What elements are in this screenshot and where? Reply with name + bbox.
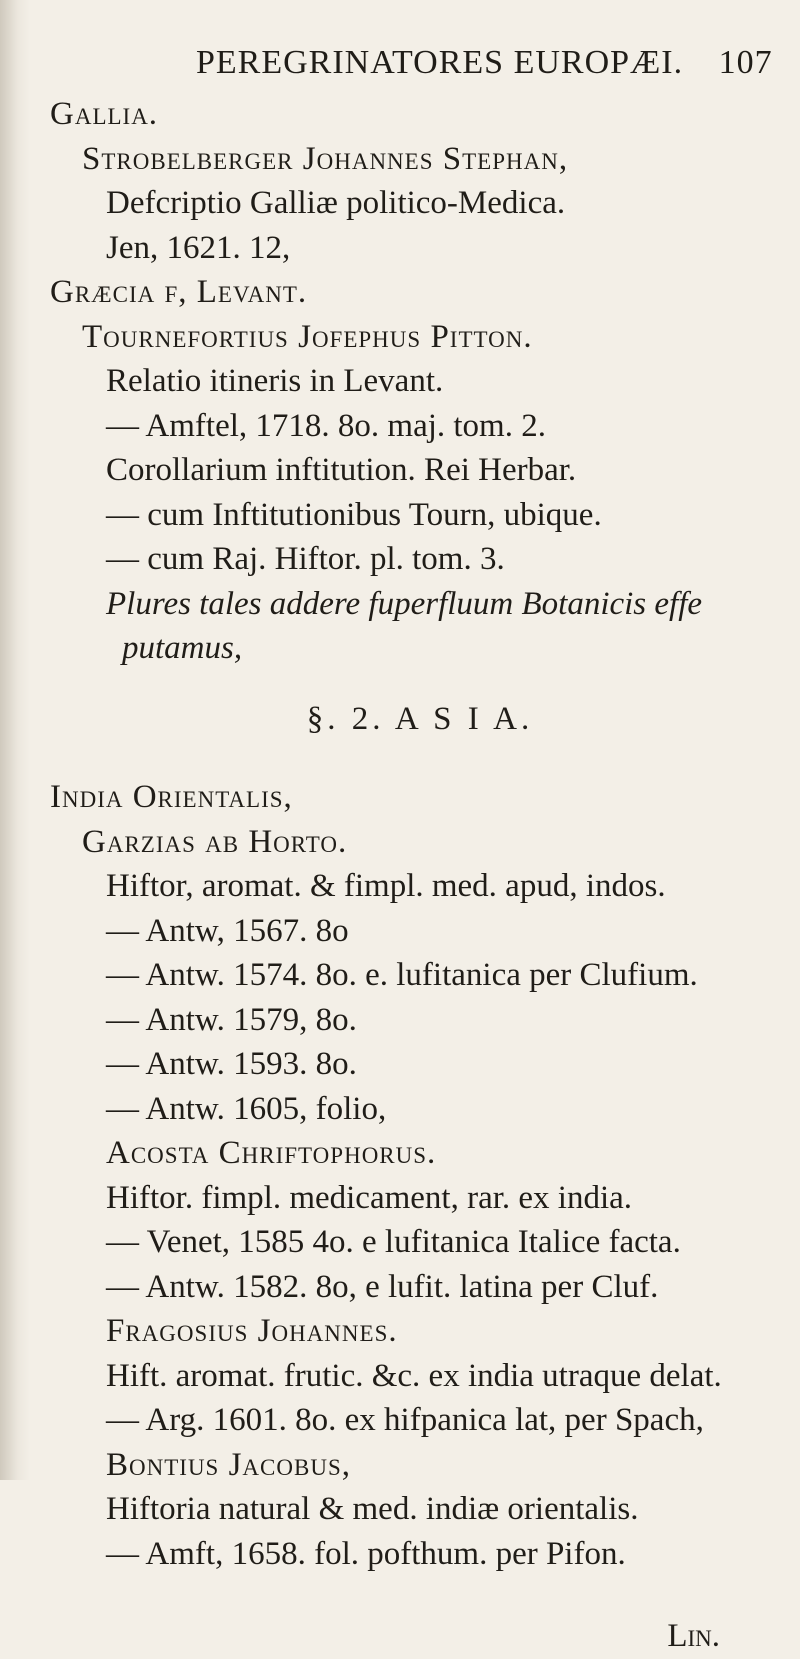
- note-line: putamus,: [122, 630, 243, 666]
- note-line: Plures tales addere fuperfluum Botanicis effe: [106, 585, 703, 622]
- author-entry: Garzias ab Horto.: [82, 823, 348, 860]
- page-number: 107: [718, 44, 773, 81]
- work-title: Hiftoria natural & med. indiæ orientalis.: [106, 1491, 639, 1527]
- edition-line: Jen, 1621. 12,: [106, 229, 291, 266]
- edition-line: — Antw. 1579, 8o.: [106, 1001, 357, 1038]
- author-entry: Tournefortius Jofephus Pitton.: [82, 318, 533, 355]
- page-body: [50, 92, 790, 1659]
- edition-line: — cum Raj. Hiftor. pl. tom. 3.: [106, 541, 505, 577]
- edition-line: — cum Inftitutionibus Tourn, ubique.: [106, 496, 602, 533]
- edition-line: — Amftel, 1718. 8o. maj. tom. 2.: [106, 407, 546, 444]
- catchword: Lin.: [667, 1618, 720, 1654]
- edition-line: — Antw. 1605, folio,: [106, 1090, 387, 1127]
- edition-line: — Antw. 1574. 8o. e. lufitanica per Clufium.: [106, 957, 698, 993]
- edition-line: — Antw, 1567. 8o: [106, 912, 349, 949]
- author-entry: Strobelberger Johannes Stephan,: [82, 140, 569, 177]
- work-title: Hiftor, aromat. & fimpl. med. apud, indos.: [106, 868, 666, 904]
- section-heading: §. 2. A S I A.: [306, 700, 534, 737]
- region-heading: Græcia f, Levant.: [50, 274, 308, 310]
- running-head: [196, 44, 773, 82]
- edition-line: — Amft, 1658. fol. pofthum. per Pifon.: [106, 1535, 626, 1572]
- edition-line: — Antw. 1582. 8o, e lufit. latina per Cluf.: [106, 1268, 659, 1305]
- author-entry: Fragosius Johannes.: [106, 1313, 398, 1349]
- header-title: PEREGRINATORES EUROPÆI.: [196, 44, 684, 81]
- author-entry: Bontius Jacobus,: [106, 1446, 351, 1483]
- region-heading: India Orientalis,: [50, 779, 293, 815]
- work-title: Relatio itineris in Levant.: [106, 363, 444, 399]
- author-entry: Acosta Chriftophorus.: [106, 1135, 437, 1171]
- edition-line: — Arg. 1601. 8o. ex hifpanica lat, per Spach,: [106, 1402, 704, 1438]
- work-title: Hift. aromat. frutic. &c. ex india utraque delat.: [106, 1357, 722, 1394]
- work-title: Hiftor. fimpl. medicament, rar. ex india.: [106, 1179, 633, 1216]
- page-edge-shadow: [0, 0, 30, 1480]
- edition-line: — Venet, 1585 4o. e lufitanica Italice facta.: [106, 1224, 681, 1260]
- work-title: Corollarium inftitution. Rei Herbar.: [106, 452, 577, 488]
- work-title: Defcriptio Galliæ politico-Medica.: [106, 185, 566, 221]
- edition-line: — Antw. 1593. 8o.: [106, 1046, 357, 1082]
- region-heading: Gallia.: [50, 96, 159, 132]
